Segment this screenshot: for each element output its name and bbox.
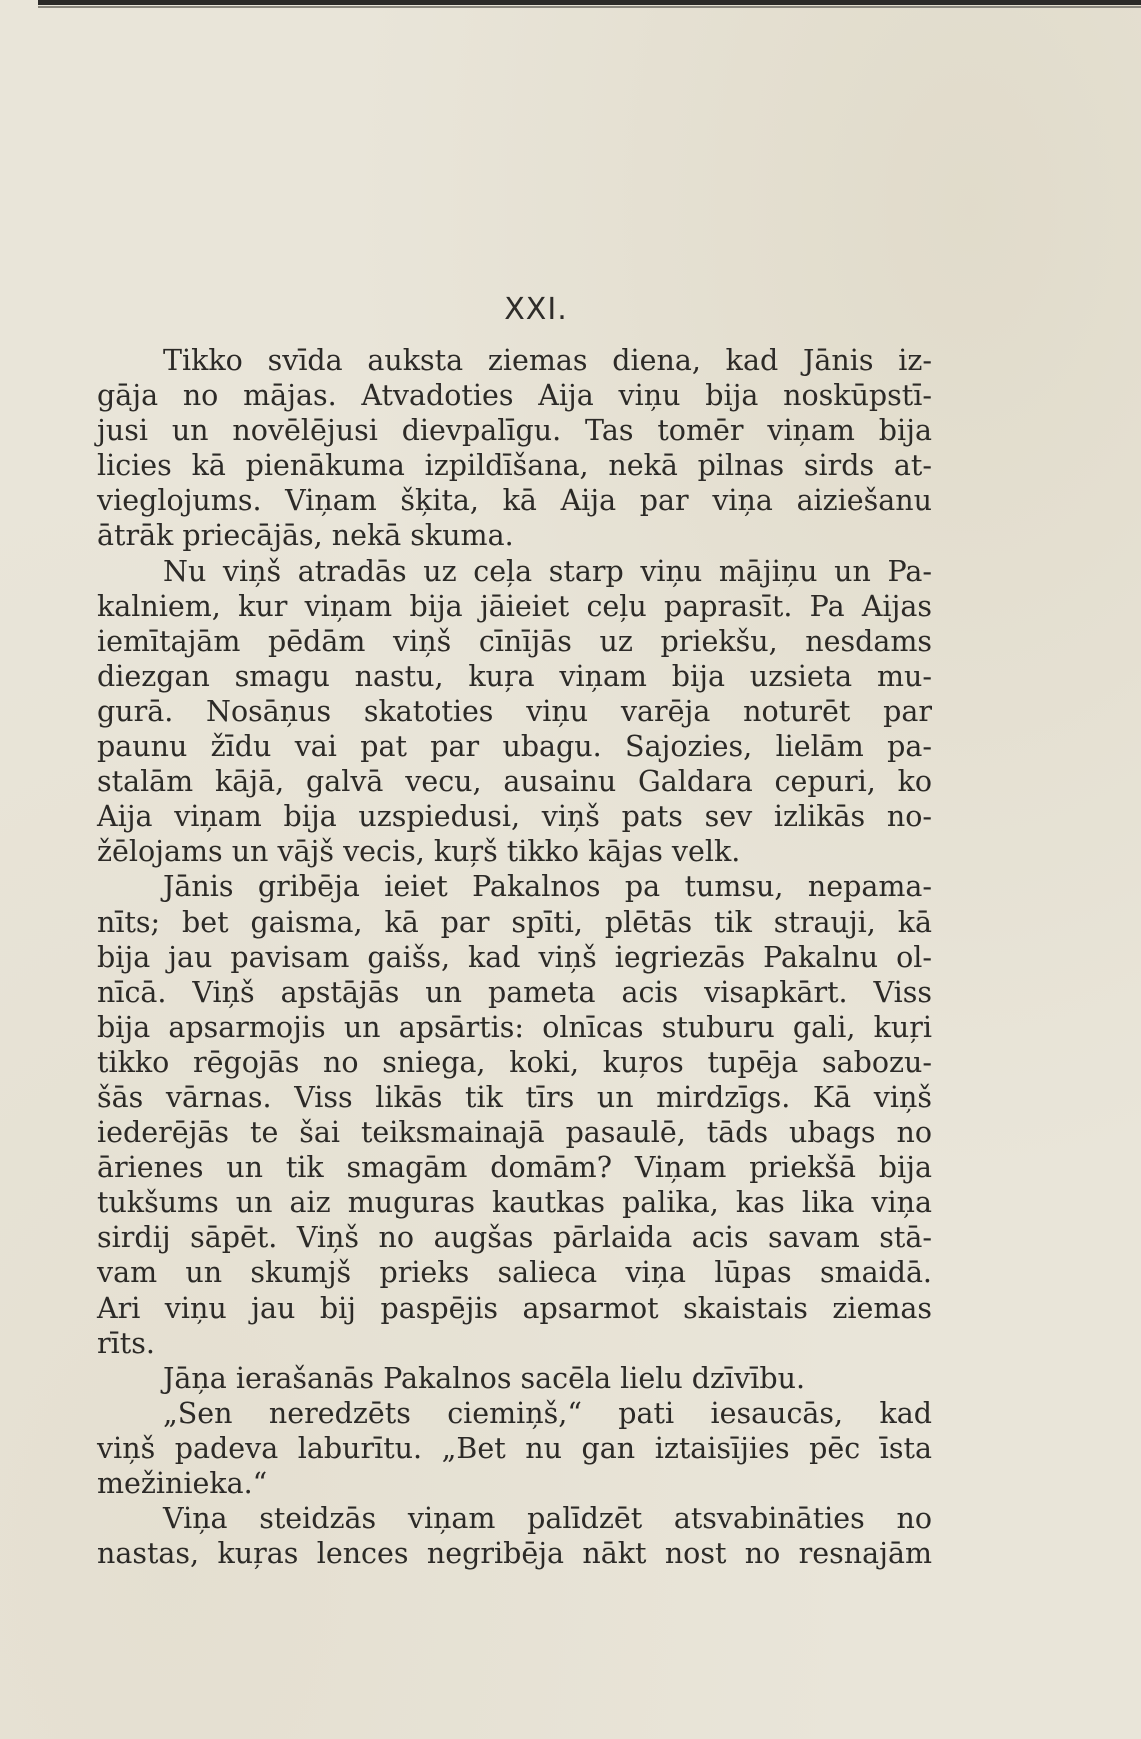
text-line: Jānis gribēja ieiet Pakalnos pa tumsu, nepama- bbox=[163, 870, 932, 904]
text-line: Viņa steidzās viņam palīdzēt atsvabināties no bbox=[163, 1502, 932, 1536]
text-line: Aija viņam bija uzspiedusi, viņš pats sev izlikās no- bbox=[97, 800, 932, 834]
text-line: Ari viņu jau bij paspējis apsarmot skaistais ziemas bbox=[97, 1291, 932, 1325]
text-line: rīts. bbox=[97, 1326, 155, 1360]
text-line: mežinieka.“ bbox=[97, 1467, 268, 1500]
text-line: gurā. Nosāņus skatoties viņu varēja noturēt par bbox=[97, 694, 932, 728]
text-line: iemītajām pēdām viņš cīnījās uz priekšu, nesdams bbox=[97, 624, 932, 658]
text-line: stalām kājā, galvā vecu, ausainu Galdara cepuri, ko bbox=[97, 765, 932, 799]
text-line: diezgan smagu nastu, kuŗa viņam bija uzsieta mu- bbox=[97, 659, 932, 693]
text-line: vieglojums. Viņam šķita, kā Aija par viņa aiziešanu bbox=[97, 484, 932, 518]
text-line: „Sen neredzēts ciemiņš,“ pati iesaucās, kad bbox=[163, 1396, 932, 1430]
text-line: ātrāk priecājās, nekā skuma. bbox=[97, 519, 514, 553]
text-line: žēlojams un vājš vecis, kuŗš tikko kājas velk. bbox=[97, 835, 741, 869]
text-line: iederējās te šai teiksmainajā pasaulē, tāds ubags no bbox=[97, 1116, 932, 1150]
text-line: nastas, kuŗas lences negribēja nākt nost no resnajām bbox=[97, 1537, 932, 1571]
text-line: Nu viņš atradās uz ceļa starp viņu mājiņu un Pa- bbox=[163, 554, 932, 588]
text-line: paunu žīdu vai pat par ubagu. Sajozies, lielām pa- bbox=[97, 730, 932, 764]
text-line: tikko rēgojās no sniega, koki, kuŗos tupēja sabozu- bbox=[97, 1045, 932, 1079]
text-line: licies kā pienākuma izpildīšana, nekā pilnas sirds at- bbox=[97, 449, 932, 483]
text-line: šās vārnas. Viss likās tik tīrs un mirdzīgs. Kā viņš bbox=[97, 1080, 932, 1114]
text-line: viņš padeva laburītu. „Bet nu gan iztaisījies pēc īsta bbox=[97, 1431, 932, 1465]
text-line: bija jau pavisam gaišs, kad viņš iegriezās Pakalnu ol- bbox=[97, 940, 932, 974]
top-edge-rule bbox=[38, 0, 1141, 5]
text-line: sirdij sāpēt. Viņš no augšas pārlaida acis savam stā- bbox=[97, 1221, 932, 1255]
body-text bbox=[97, 343, 932, 1571]
text-line: jusi un novēlējusi dievpalīgu. Tas tomēr viņam bija bbox=[97, 414, 932, 448]
text-line: tukšums un aiz muguras kautkas palika, kas lika viņa bbox=[97, 1186, 932, 1220]
text-line: bija apsarmojis un apsārtis: olnīcas stuburu gali, kuŗi bbox=[97, 1010, 932, 1044]
text-line: Jāņa ierašanās Pakalnos sacēla lielu dzīvību. bbox=[163, 1361, 806, 1395]
top-edge-thin-rule bbox=[38, 6, 1141, 8]
text-line: gāja no mājas. Atvadoties Aija viņu bija noskūpstī- bbox=[97, 379, 932, 413]
text-line: kalniem, kur viņam bija jāieiet ceļu paprasīt. Pa Aijas bbox=[97, 589, 932, 623]
text-line: vam un skumjš prieks salieca viņa lūpas smaidā. bbox=[97, 1256, 932, 1290]
text-line: Tikko svīda auksta ziemas diena, kad Jānis iz- bbox=[163, 344, 932, 377]
text-line: ārienes un tik smagām domām? Viņam priekšā bija bbox=[97, 1151, 932, 1185]
chapter-heading: XXI. bbox=[504, 292, 568, 327]
text-line: nīts; bet gaisma, kā par spīti, plētās tik strauji, kā bbox=[97, 905, 932, 939]
text-line: nīcā. Viņš apstājās un pameta acis visapkārt. Viss bbox=[97, 975, 932, 1009]
